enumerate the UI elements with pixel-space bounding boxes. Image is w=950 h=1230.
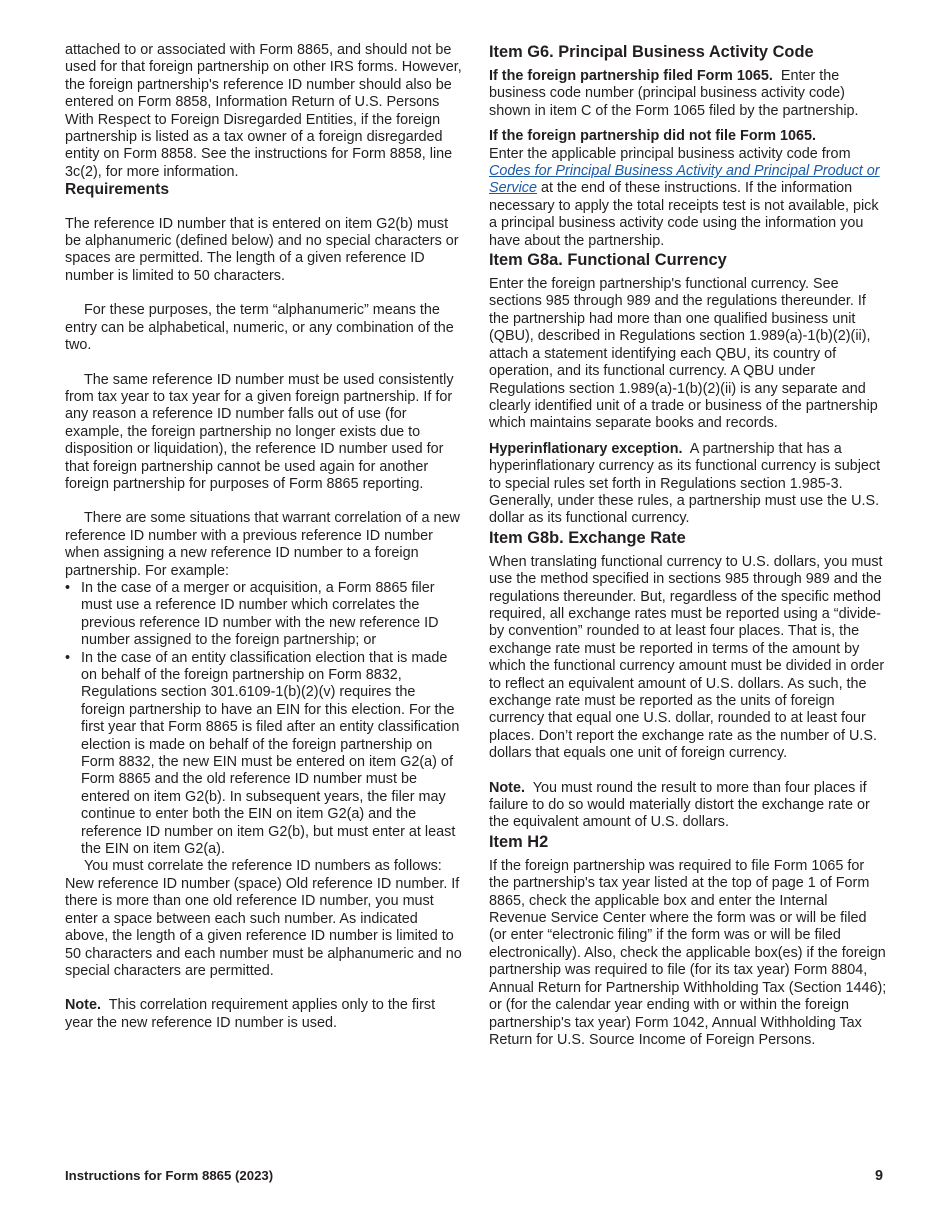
g8a-paragraph-hyperinflationary xyxy=(489,441,887,528)
g8a-paragraph-functional-currency: Enter the foreign partnership's functional currency. See sections 985 through 989 and the regulations thereunder. If the partnership had more than one qualified business unit (QBU), described in Regulations section 1.989(a)-1(b)(2)(ii), attach a statement identifying each QBU, its country of operation, and its functional currency. A QBU under Regulations section 1.989(a)-1(b)(2)(ii) is any separate and clearly identified unit of a trade or business of the partnership which maintains separate books and records. xyxy=(489,276,878,432)
item-g6-heading: Item G6. Principal Business Activity Code xyxy=(489,43,814,61)
bullet-entity-classification-text: In the case of an entity classification election that is made on behalf of the foreign partnership on Form 8832, Regulations section 301.6109-1(b)(2)(v) requires the foreign partnership to have an EIN for this election. For the first year that Form 8865 is filed after an entity classification election is made on behalf of the foreign partnership on Form 8832, the new EIN must be entered on item G2(a) of Form 8865 and the old reference ID number must be entered on item G2(b). In subsequent years, the filer may continue to enter both the EIN on item G2(a) and the reference ID number on item G2(b), but must enter at least the EIN on item G2(a). xyxy=(81,649,460,858)
h2-paragraph: If the foreign partnership was required to file Form 1065 for the partnership's tax year listed at the top of page 1 of Form 8865, check the applicable box and enter the Internal Revenue Service Center where the form was or will be filed (or enter “electronic filing” if the form was or will be filed electronically). Also, check the applicable box(es) if the foreign partnership was required to file (for its tax year) Form 8804, Annual Return for Partnership Withholding Tax (Section 1446); or (for the calendar year ending with or within the foreign partnership's tax year) Form 1042, Annual Withholding Tax Return for U.S. Source Income of Foreign Persons. xyxy=(489,857,887,1048)
requirements-heading: Requirements xyxy=(65,181,169,199)
g6-paragraph-not-filed xyxy=(489,128,887,250)
g8b-paragraph-exchange-rate: When translating functional currency to U.S. dollars, you must use the method specified in sections 985 through 989 and the regulations thereunder. But, regardless of the specific method required, all exchange rates must be reported using a “divide-by convention” rounded to at least four places. That is, the exchange rate must be reported in terms of the amount by which the functional currency amount must be divided in order to reflect an equivalent amount of U.S. dollars. As such, the exchange rate must be reported as the units of foreign currency that equal one U.S. dollar, rounded to at least four places. Don’t report the exchange rate as the number of U.S. dollars that equals one unit of foreign currency. xyxy=(489,553,885,762)
note-correlation xyxy=(65,997,463,1032)
bullet-merger xyxy=(65,580,463,650)
g6-filed-label: If the foreign partnership filed Form 1065. xyxy=(489,68,773,84)
codes-principal-business-activity-link[interactable]: Codes for Principal Business Activity and Principal Product or Service xyxy=(489,163,880,197)
g6-not-filed-label: If the foreign partnership did not file Form 1065. xyxy=(489,128,817,145)
item-h2-heading: Item H2 xyxy=(489,832,549,851)
paragraph-reference-id-format: The reference ID number that is entered on item G2(b) must be alphanumeric (defined below) and no special characters or spaces are permitted. The length of a given reference ID number is limited to 50 characters. xyxy=(65,215,459,284)
bullet-marker: • xyxy=(65,649,71,666)
right-column xyxy=(489,42,887,1049)
hyperinflationary-text: A partnership that has a hyperinflationary currency as its functional currency is subject to special rules set forth in Regulations section 1.985-3. Generally, under these rules, a partnership must use the U.S. dollar as its functional currency. xyxy=(489,440,881,527)
note-text: This correlation requirement applies only to the first year the new reference ID number is used. xyxy=(65,997,436,1031)
paragraph-correlation-intro: There are some situations that warrant correlation of a new reference ID number with a previous reference ID number when assigning a new reference ID number to a foreign partnership. For example: xyxy=(65,510,460,579)
footer-page-number: 9 xyxy=(875,1168,884,1184)
g8b-note-text: You must round the result to more than four places if failure to do so would materially distort the exchange rate or the equivalent amount of U.S. dollars. xyxy=(489,779,870,831)
paragraph-alphanumeric-definition: For these purposes, the term “alphanumeric” means the entry can be alphabetical, numeric, or any combination of the two. xyxy=(65,302,454,354)
paragraph-form-8858-note: attached to or associated with Form 8865, and should not be used for that foreign partnership on other IRS forms. However, the foreign partnership's reference ID number should also be entered on Form 8858, Information Return of U.S. Persons With Respect to Foreign Disregarded Entities, if the foreign partnership is listed as a tax owner of a foreign disregarded entity on Form 8858. See the instructions for Form 8858, line 3c(2), for more information. xyxy=(65,42,462,180)
footer-document-title: Instructions for Form 8865 (2023) xyxy=(65,1168,274,1183)
note-label: Note. xyxy=(65,997,101,1014)
g8b-note xyxy=(489,780,887,832)
bullet-entity-classification xyxy=(65,650,463,859)
item-g8b-heading: Item G8b. Exchange Rate xyxy=(489,528,686,547)
paragraph-consistency: The same reference ID number must be used consistently from tax year to tax year for a given foreign partnership. If for any reason a reference ID number falls out of use (for example, the foreign partnership no longer exists due to disposition or liquidation), the reference ID number used for that foreign partnership cannot be used again for another foreign partnership for purposes of Form 8865 reporting. xyxy=(65,371,454,492)
left-column xyxy=(65,42,463,1032)
g8b-note-label: Note. xyxy=(489,779,525,796)
g6-not-filed-text: Enter the applicable principal business activity code from xyxy=(489,145,851,162)
paragraph-correlation-format: You must correlate the reference ID numbers as follows: New reference ID number (space) Old reference ID number. If there is more than one old reference ID number, you must enter a space between each such number. As indicated above, the length of a given reference ID number is limited to 50 characters and each number must be alphanumeric and no special characters are permitted. xyxy=(65,858,462,979)
hyperinflationary-label: Hyperinflationary exception. xyxy=(489,440,683,457)
bullet-merger-text: In the case of a merger or acquisition, a Form 8865 filer must use a reference ID number which correlates the previous reference ID number with the new reference ID number assigned to the foreign partnership; or xyxy=(81,579,439,649)
g6-paragraph-filed xyxy=(489,68,887,120)
g6-not-filed-text-cont: at the end of these instructions. If the information necessary to apply the total receipts test is not available, pick a principal business activity code using the information you have about the partnership. xyxy=(489,180,879,249)
bullet-marker: • xyxy=(65,579,71,596)
item-g8a-heading: Item G8a. Functional Currency xyxy=(489,251,727,270)
g6-filed-text: Enter the business code number (principal business activity code) shown in item C of the Form 1065 filed by the partnership. xyxy=(489,68,859,119)
